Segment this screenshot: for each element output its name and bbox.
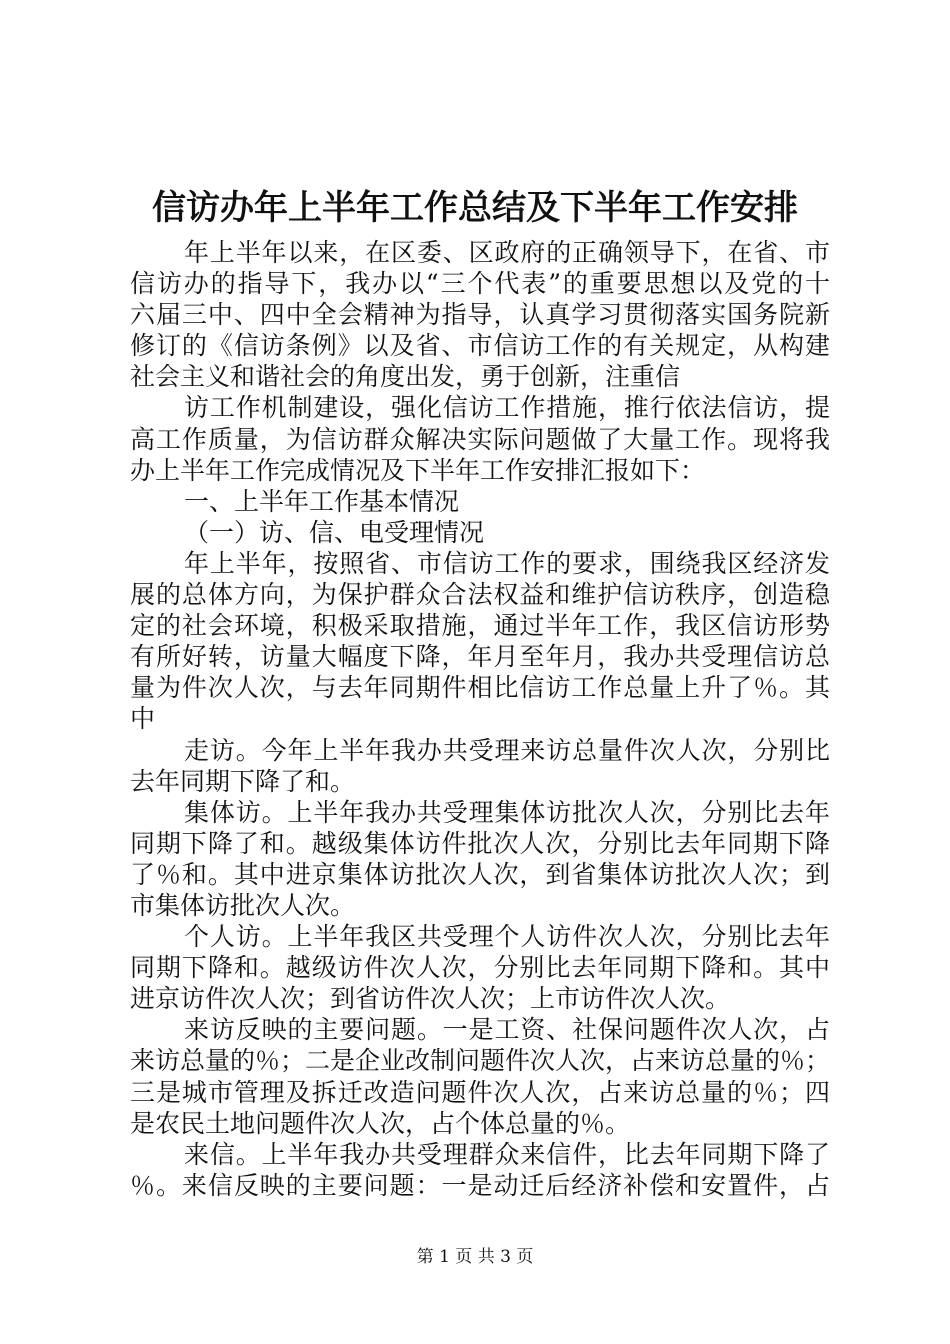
text-line: （一）访、信、电受理情况	[184, 517, 485, 547]
text-line: 同期下降和。越级访件次人次，分别比去年同期下降和。其中	[130, 953, 830, 983]
document-title: 信访办年上半年工作总结及下半年工作安排	[152, 188, 798, 228]
document-body	[130, 237, 830, 1201]
text-line: 个人访。上半年我区共受理个人访件次人次，分别比去年	[184, 922, 830, 952]
text-line: 办上半年工作完成情况及下半年工作安排汇报如下：	[130, 455, 706, 485]
text-line: 信访办的指导下，我办以“三个代表”的重要思想以及党的十	[130, 269, 830, 299]
text-line: 市集体访批次人次。	[130, 890, 356, 920]
text-line: 年上半年以来，在区委、区政府的正确领导下，在省、市	[184, 238, 830, 267]
text-line: 同期下降了和。越级集体访件批次人次，分别比去年同期下降	[130, 828, 830, 858]
text-line: 有所好转，访量大幅度下降，年月至年月，我办共受理信访总	[130, 642, 830, 672]
text-line: 三是城市管理及拆迁改造问题件次人次，占来访总量的％；四	[130, 1077, 830, 1107]
text-line: 了％和。其中进京集体访批次人次，到省集体访批次人次；到	[130, 859, 830, 889]
text-line: 社会主义和谐社会的角度出发，勇于创新，注重信	[130, 362, 681, 392]
text-line: 走访。今年上半年我办共受理来访总量件次人次，分别比	[184, 735, 830, 765]
page-footer: 第 1 页 共 3 页	[416, 1247, 534, 1267]
text-line: ％。来信反映的主要问题：一是动迁后经济补偿和安置件，占	[130, 1170, 830, 1200]
text-line: 访工作机制建设，强化信访工作措施，推行依法信访，提	[184, 393, 830, 423]
text-line: 定的社会环境，积极采取措施，通过半年工作，我区信访形势	[130, 611, 830, 641]
text-line: 来访反映的主要问题。一是工资、社保问题件次人次，占	[184, 1015, 830, 1045]
text-line: 中	[130, 704, 156, 734]
text-line: 是农民土地问题件次人次，占个体总量的％。	[130, 1108, 631, 1138]
text-line: 去年同期下降了和。	[130, 766, 356, 796]
text-line: 集体访。上半年我办共受理集体访批次人次，分别比去年	[184, 797, 830, 827]
text-line: 年上半年，按照省、市信访工作的要求，围绕我区经济发	[184, 548, 830, 578]
text-line: 展的总体方向，为保护群众合法权益和维护信访秩序，创造稳	[130, 580, 830, 610]
text-line: 来访总量的％；二是企业改制问题件次人次，占来访总量的％；	[130, 1046, 830, 1076]
text-line: 进京访件次人次；到省访件次人次；上市访件次人次。	[130, 984, 731, 1014]
text-line: 高工作质量，为信访群众解决实际问题做了大量工作。现将我	[130, 424, 830, 454]
text-line: 一、上半年工作基本情况	[184, 486, 460, 516]
text-line: 量为件次人次，与去年同期件相比信访工作总量上升了％。其	[130, 673, 830, 703]
text-line: 来信。上半年我办共受理群众来信件，比去年同期下降了	[184, 1139, 830, 1169]
text-line: 六届三中、四中全会精神为指导，认真学习贯彻落实国务院新	[130, 300, 830, 330]
text-line: 修订的《信访条例》以及省、市信访工作的有关规定，从构建	[130, 331, 830, 361]
